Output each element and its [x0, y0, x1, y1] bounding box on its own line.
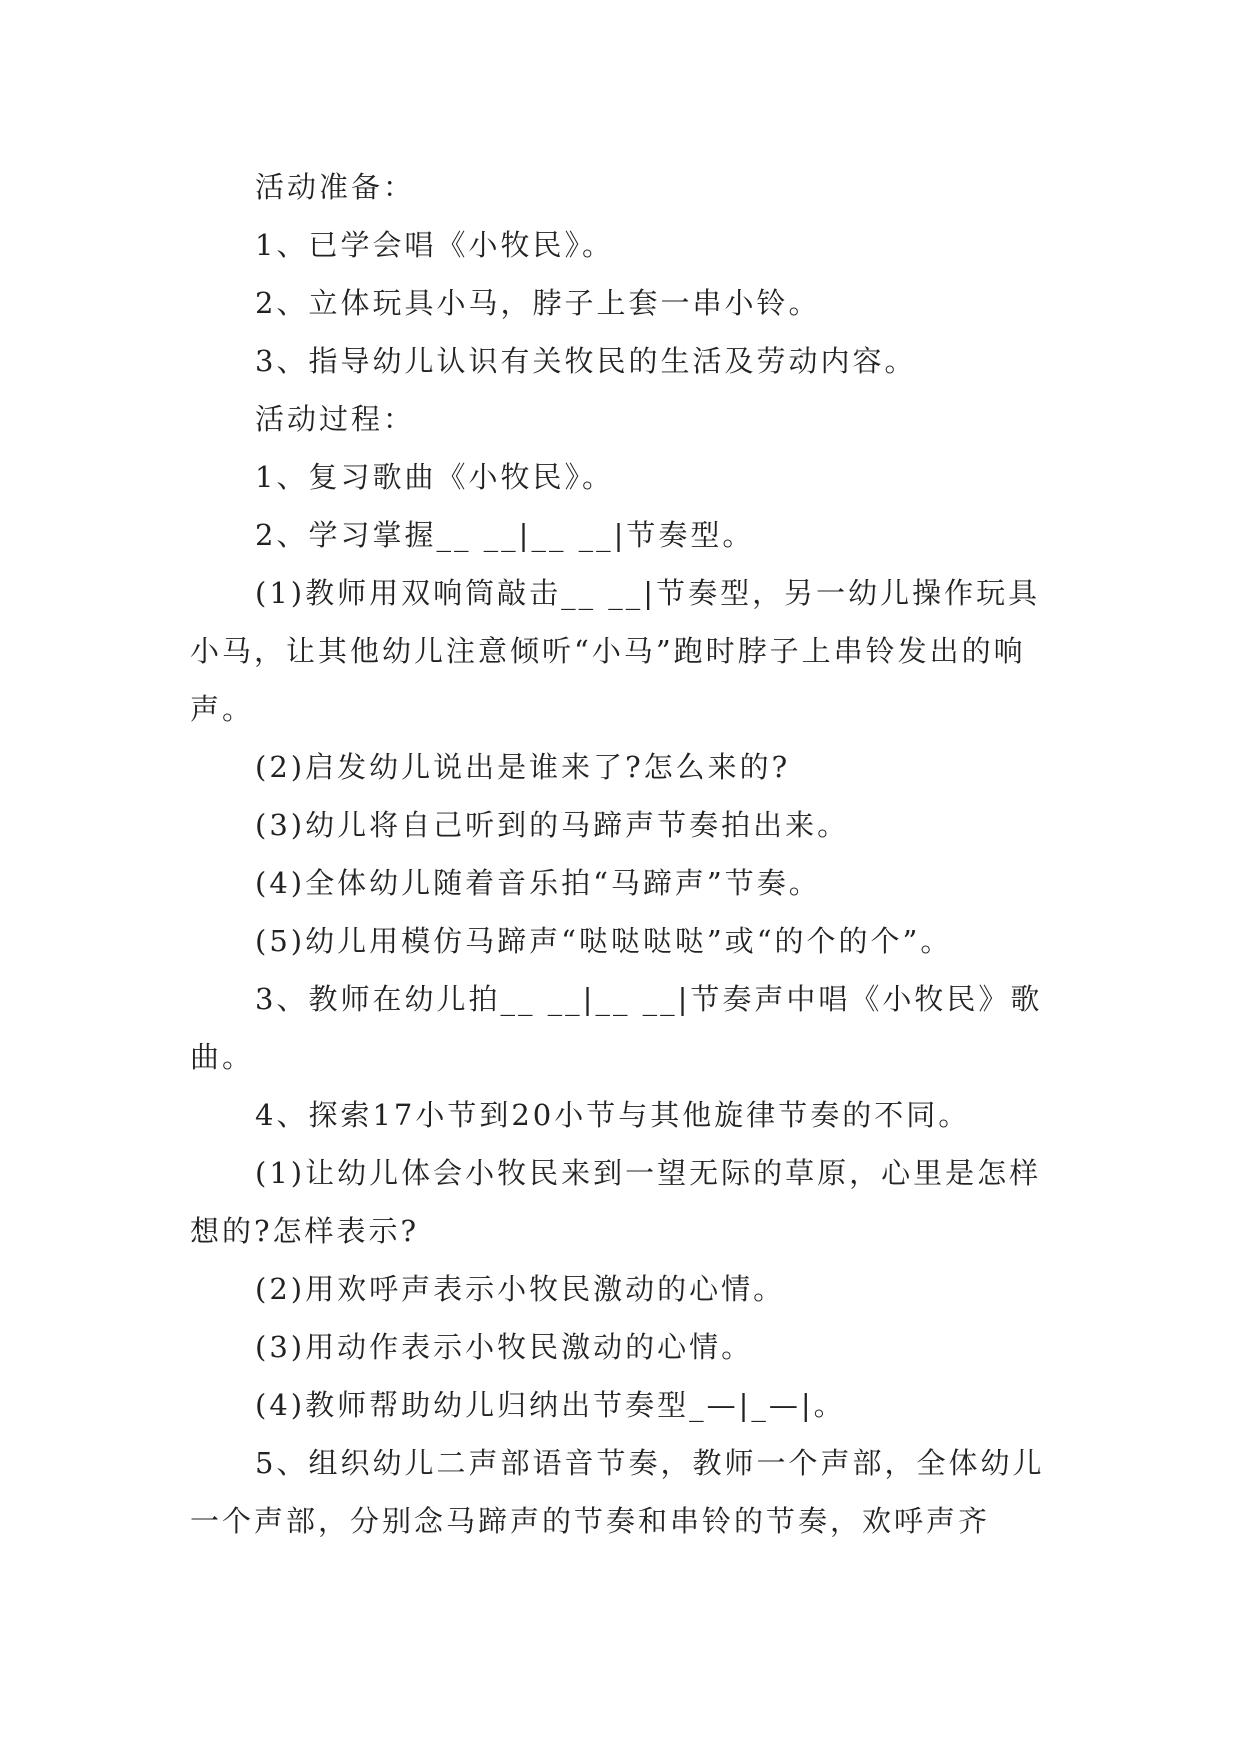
paragraph: (4)全体幼儿随着音乐拍“马蹄声”节奏。: [255, 866, 821, 900]
paragraph: (1)教师用双响筒敲击__ __|节奏型，另一幼儿操作玩具小马，让其他幼儿注意倾听“小马”跑时脖子上串铃发出的响声。: [190, 576, 1041, 726]
paragraph: 2、学习掌握__ __|__ __|节奏型。: [255, 518, 755, 552]
paragraph: (3)幼儿将自己听到的马蹄声节奏拍出来。: [255, 808, 850, 842]
document-body: [190, 158, 1056, 1550]
paragraph: 5、组织幼儿二声部语音节奏，教师一个声部，全体幼儿一个声部，分别念马蹄声的节奏和串铃的节奏，欢呼声齐: [190, 1446, 1045, 1538]
paragraph: 3、指导幼儿认识有关牧民的生活及劳动内容。: [255, 344, 917, 378]
paragraph: 1、已学会唱《小牧民》。: [255, 228, 614, 262]
paragraph: (3)用动作表示小牧民激动的心情。: [255, 1330, 754, 1364]
paragraph: 1、复习歌曲《小牧民》。: [255, 460, 614, 494]
section-heading-preparation: 活动准备：: [255, 170, 416, 204]
paragraph: (4)教师帮助幼儿归纳出节奏型_—|_—|。: [255, 1388, 846, 1422]
paragraph: (1)让幼儿体会小牧民来到一望无际的草原，心里是怎样想的?怎样表示?: [190, 1156, 1042, 1248]
paragraph: 4、探索17小节到20小节与其他旋律节奏的不同。: [255, 1098, 971, 1132]
paragraph: 3、教师在幼儿拍__ __|__ __|节奏声中唱《小牧民》歌曲。: [190, 982, 1043, 1074]
paragraph: 2、立体玩具小马，脖子上套一串小铃。: [255, 286, 821, 320]
paragraph: (5)幼儿用模仿马蹄声“哒哒哒哒”或“的个的个”。: [255, 924, 953, 958]
paragraph: (2)用欢呼声表示小牧民激动的心情。: [255, 1272, 786, 1306]
section-heading-process: 活动过程：: [255, 402, 416, 436]
paragraph: (2)启发幼儿说出是谁来了?怎么来的?: [255, 750, 791, 784]
